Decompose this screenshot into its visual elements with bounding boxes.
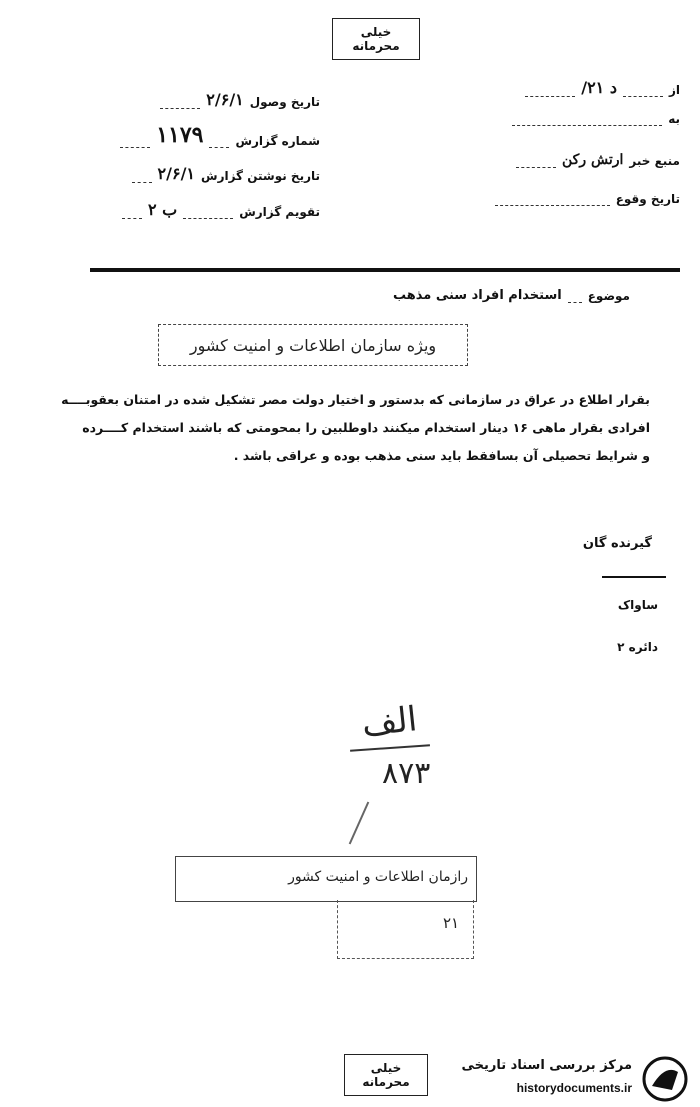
handwritten-mark-2: ۸۷۳ xyxy=(382,756,431,791)
body-line-3: و شرایط تحصیلی آن بسافقط باید سنی مذهب بوده و عراقی باشد . xyxy=(233,448,650,463)
subject-value: استخدام افراد سنی مذهب xyxy=(392,288,562,303)
stamp-outer xyxy=(175,856,480,960)
handwritten-stroke xyxy=(349,802,370,845)
source-label: منبع خبر xyxy=(629,154,680,168)
body-paragraph xyxy=(38,386,650,470)
recipient-2: دائره ۲ xyxy=(617,640,658,654)
recipient-1: ساواک xyxy=(617,598,658,612)
field-report-write-date xyxy=(90,164,320,183)
report-rating-label: تقویم گزارش xyxy=(239,205,320,219)
classification-top xyxy=(332,18,420,60)
report-number-value: ۱۱۷۹ xyxy=(156,122,204,148)
handwritten-underline xyxy=(350,744,430,751)
source-value: ارتش رکن xyxy=(562,152,624,168)
special-box-text: ویژه سازمان اطلاعات و امنیت کشور xyxy=(189,335,437,355)
date-received-value: ۲/۶/۱ xyxy=(206,90,244,109)
subject-row xyxy=(330,288,630,303)
subject-label: موضوع xyxy=(587,289,630,303)
to-label: به xyxy=(668,112,680,126)
classification-top-text: خیلی محرمانه xyxy=(352,25,400,53)
watermark-url: historydocuments.ir xyxy=(516,1081,632,1095)
classification-bottom xyxy=(344,1054,428,1096)
date-received-label: تاریخ وصول xyxy=(249,95,320,109)
from-label: از xyxy=(668,83,680,97)
field-report-rating xyxy=(90,200,320,219)
header-separator xyxy=(90,268,680,272)
special-box xyxy=(158,324,468,366)
recipients-divider xyxy=(602,576,666,578)
from-value: د ۲۱/ xyxy=(581,78,617,97)
report-number-label: شماره گزارش xyxy=(235,134,320,148)
field-report-number xyxy=(90,122,320,148)
stamp-text: رازمان اطلاعات و امنیت کشور xyxy=(288,869,468,885)
report-rating-value: ب ۲ xyxy=(147,200,178,219)
classification-bottom-text: خیلی محرمانه xyxy=(362,1061,410,1089)
field-date-received xyxy=(90,90,320,109)
stamp-number: ۲۱ xyxy=(443,914,460,932)
watermark-logo-icon xyxy=(642,1056,688,1102)
report-write-date-label: تاریخ نوشتن گزارش xyxy=(201,169,320,183)
event-date-label: تاریخ وقوع xyxy=(615,192,680,206)
body-line-1: بقرار اطلاع در عراق در سازمانی که بدستور و اختیار دولت مصر تشکیل شده در امتنان بعقوبــــه xyxy=(61,392,650,407)
field-from xyxy=(500,78,680,97)
handwritten-mark-1: الف xyxy=(360,699,419,745)
field-event-date xyxy=(480,192,680,206)
body-line-2: افرادی بقرار ماهی ۱۶ دینار استخدام میکنند داوطلبین را بمحومتی که باشند استخدام کــــرده xyxy=(82,420,650,435)
recipients-heading: گیرنده گان xyxy=(582,536,652,551)
report-write-date-value: ۲/۶/۱ xyxy=(157,164,196,183)
field-source xyxy=(480,152,680,168)
watermark-title: مرکز بررسی اسناد تاریخی xyxy=(461,1058,632,1073)
field-to xyxy=(500,112,680,126)
